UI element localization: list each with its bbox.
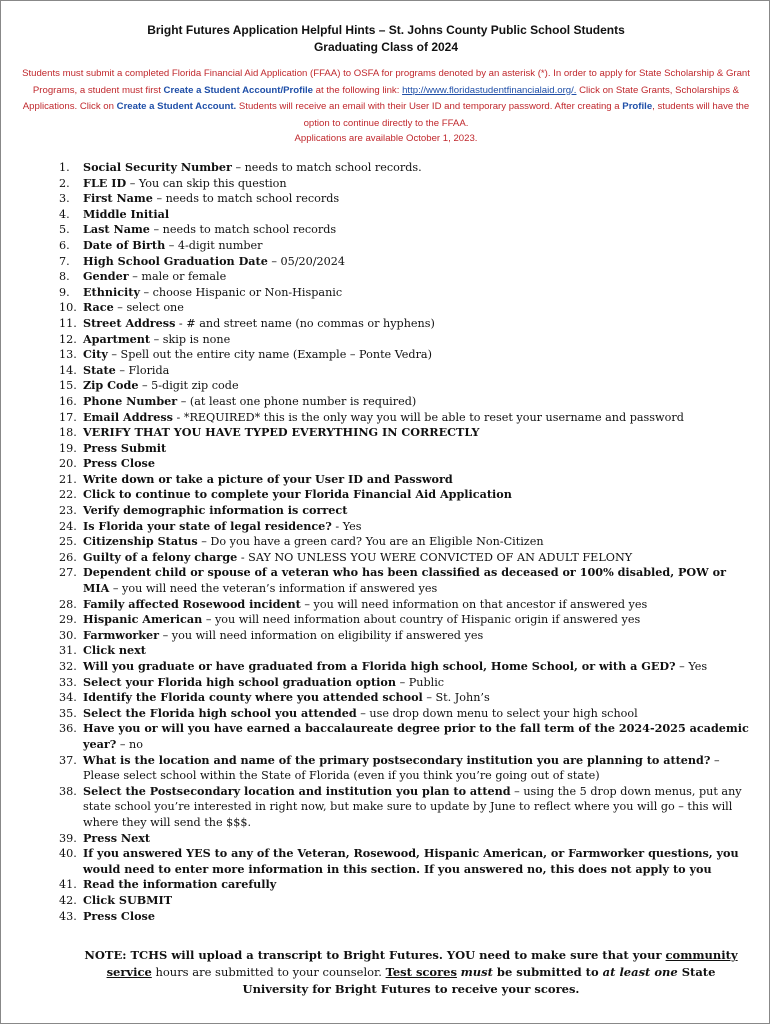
step-body	[83, 628, 749, 644]
list-item	[59, 893, 749, 909]
step-body	[83, 831, 749, 847]
step-label: Press Submit	[83, 440, 167, 455]
list-item	[59, 410, 749, 426]
step-number: 10.	[59, 301, 77, 315]
step-detail: – Please select school within the State of Florida (even if you think you’re going out of state)	[83, 753, 720, 783]
list-item	[59, 160, 749, 176]
list-item	[59, 503, 749, 519]
step-body	[83, 753, 749, 784]
step-body	[83, 191, 749, 207]
step-body	[83, 909, 749, 925]
step-number: 11.	[59, 316, 77, 330]
list-item	[59, 877, 749, 893]
list-item	[59, 753, 749, 784]
intro-paragraph	[19, 66, 753, 132]
step-body	[83, 378, 749, 394]
step-body	[83, 207, 749, 223]
step-label: Click SUBMIT	[83, 892, 173, 907]
step-body	[83, 784, 749, 831]
list-item	[59, 721, 749, 752]
note-text-g: be submitted to	[492, 965, 603, 979]
list-item	[59, 441, 749, 457]
step-number: 12.	[59, 332, 77, 346]
intro-text-2: at the following link:	[313, 84, 403, 96]
step-label: Press Close	[83, 456, 155, 471]
step-detail: – You can skip this question	[126, 176, 287, 190]
step-detail: – 4-digit number	[165, 238, 263, 252]
step-label: FLE ID	[83, 175, 127, 190]
step-label: Press Close	[83, 908, 155, 923]
step-number: 9.	[59, 285, 70, 299]
step-body	[83, 347, 749, 363]
step-detail: – Public	[396, 675, 445, 689]
step-label: Will you graduate or have graduated from a Florida high school, Home School, or with a GED?	[83, 659, 676, 673]
step-detail: – you will need information about country of Hispanic origin if answered yes	[202, 613, 641, 627]
step-label: Click next	[83, 643, 146, 658]
step-body	[83, 456, 749, 472]
list-item	[59, 222, 749, 238]
step-label: Zip Code	[83, 378, 139, 393]
page-title	[1, 22, 770, 56]
step-body	[83, 394, 749, 410]
list-item	[59, 706, 749, 722]
step-number: 5.	[59, 223, 70, 237]
title-line-2: Graduating Class of 2024	[313, 40, 459, 54]
step-body	[83, 332, 749, 348]
step-body	[83, 597, 749, 613]
list-item	[59, 207, 749, 223]
step-number: 13.	[59, 348, 77, 362]
step-number: 23.	[59, 504, 77, 518]
step-body	[83, 846, 749, 877]
list-item	[59, 394, 749, 410]
step-label: Is Florida your state of legal residence?	[83, 518, 332, 533]
step-number: 29.	[59, 613, 77, 627]
step-detail: – needs to match school records	[149, 223, 337, 237]
step-body	[83, 550, 749, 566]
step-number: 7.	[59, 254, 70, 268]
step-body	[83, 690, 749, 706]
step-body	[83, 565, 749, 596]
step-number: 35.	[59, 706, 77, 720]
step-label: Last Name	[83, 222, 150, 237]
step-label: Select your Florida high school graduation option	[83, 674, 397, 689]
step-body	[83, 254, 749, 270]
step-number: 28.	[59, 597, 77, 611]
step-detail: – you will need information on that ancestor if answered yes	[300, 597, 648, 611]
step-detail: – needs to match school records.	[231, 161, 422, 174]
list-item	[59, 238, 749, 254]
step-number: 14.	[59, 363, 77, 377]
step-number: 30.	[59, 628, 77, 642]
intro-text-1: Students must submit a completed Florida Financial Aid Application (FFAA) to OSFA for programs denoted by an asterisk (*). In order to apply for State Scholarship & Grant Programs, a student must first	[22, 68, 750, 96]
list-item	[59, 363, 749, 379]
step-number: 18.	[59, 426, 77, 440]
step-label: Read the information carefully	[83, 877, 277, 892]
intro-text-4: Students will receive an email with their User ID and temporary password. After creating a	[236, 101, 623, 112]
step-number: 21.	[59, 472, 77, 486]
step-body	[83, 893, 749, 909]
list-item	[59, 316, 749, 332]
step-detail: – 5-digit zip code	[138, 379, 239, 393]
list-item	[59, 784, 749, 831]
step-body	[83, 269, 749, 285]
step-label: Dependent child or spouse of a veteran who has been classified as deceased or 100% disabled, POW or MIA	[83, 565, 726, 596]
step-label: High School Graduation Date	[83, 253, 268, 268]
step-number: 6.	[59, 238, 70, 252]
step-detail: – Florida	[115, 363, 170, 377]
note-must: must	[460, 965, 493, 979]
list-item	[59, 597, 749, 613]
step-number: 36.	[59, 722, 77, 736]
step-detail: – using the 5 drop down menus, put any state school you’re interested in right now, but make sure to update by June to reflect where you will go – this will where they will send the $$$.	[83, 784, 742, 829]
step-label: Have you or will you have earned a baccalaureate degree prior to the fall term of the 2024-2025 academic year?	[83, 721, 749, 751]
list-item	[59, 456, 749, 472]
list-item	[59, 300, 749, 316]
intro-text-5: , students will have the option to continue directly to the FFAA.	[303, 101, 750, 129]
step-detail: - Yes	[331, 519, 362, 533]
step-number: 1.	[59, 161, 70, 174]
step-label: What is the location and name of the primary postsecondary institution you are planning to attend?	[83, 752, 711, 767]
step-detail: – (at least one phone number is required)	[177, 394, 417, 408]
step-label: Select the Florida high school you attended	[83, 705, 357, 720]
note-text-i: State University for Bright Futures to receive your scores.	[242, 965, 716, 996]
step-number: 20.	[59, 457, 77, 471]
step-number: 42.	[59, 893, 77, 907]
step-label: Middle Initial	[83, 206, 170, 221]
step-label: Apartment	[83, 331, 151, 346]
list-item	[59, 550, 749, 566]
step-detail: – skip is none	[150, 332, 231, 346]
step-label: Street Address	[83, 315, 176, 330]
step-body	[83, 472, 749, 488]
step-detail: – use drop down menu to select your high school	[356, 706, 638, 720]
step-body	[83, 222, 749, 238]
list-item	[59, 690, 749, 706]
step-body	[83, 612, 749, 628]
step-number: 27.	[59, 566, 77, 580]
step-number: 24.	[59, 519, 77, 533]
step-label: Email Address	[83, 409, 173, 424]
step-label: Ethnicity	[83, 284, 140, 299]
step-body	[83, 160, 749, 176]
step-number: 25.	[59, 535, 77, 549]
step-label: VERIFY THAT YOU HAVE TYPED EVERYTHING IN CORRECTLY	[83, 425, 480, 440]
step-number: 33.	[59, 675, 77, 689]
step-number: 38.	[59, 784, 77, 798]
step-number: 41.	[59, 878, 77, 892]
step-body	[83, 503, 749, 519]
step-number: 8.	[59, 270, 70, 284]
step-body	[83, 534, 749, 550]
step-label: Date of Birth	[83, 237, 166, 252]
step-label: Race	[83, 300, 114, 315]
step-label: Phone Number	[83, 393, 178, 408]
step-label: Citizenship Status	[83, 534, 198, 549]
intro-text-3: Click on State Grants, Scholarships & Applications. Click on	[22, 84, 740, 112]
step-body	[83, 519, 749, 535]
step-label: Hispanic American	[83, 612, 203, 627]
step-number: 3.	[59, 192, 70, 206]
step-detail: – Do you have a green card? You are an Eligible Non-Citizen	[197, 535, 544, 549]
step-detail: – male or female	[128, 270, 227, 284]
footer-note	[81, 947, 741, 998]
availability-note: Applications are available October 1, 2023.	[294, 133, 478, 144]
list-item	[59, 332, 749, 348]
list-item	[59, 254, 749, 270]
step-body	[83, 675, 749, 691]
note-at-least-one: at least one	[602, 965, 678, 979]
step-detail: – 05/20/2024	[267, 254, 345, 268]
step-body	[83, 441, 749, 457]
list-item	[59, 425, 749, 441]
step-number: 17.	[59, 410, 77, 424]
step-label: Gender	[83, 269, 129, 284]
list-item	[59, 534, 749, 550]
step-number: 39.	[59, 831, 77, 845]
step-body	[83, 238, 749, 254]
create-account-text: Create a Student Account/Profile	[163, 84, 313, 96]
step-body	[83, 410, 749, 426]
step-body	[83, 363, 749, 379]
list-item	[59, 643, 749, 659]
list-item	[59, 269, 749, 285]
list-item	[59, 909, 749, 925]
step-label: Press Next	[83, 830, 151, 845]
note-text-c: hours are submitted to your counselor.	[151, 965, 386, 979]
step-body	[83, 425, 749, 441]
profile-text: Profile	[622, 101, 653, 112]
step-number: 34.	[59, 691, 77, 705]
step-detail: - *REQUIRED* this is the only way you will be able to reset your username and password	[172, 410, 684, 424]
step-number: 2.	[59, 176, 70, 190]
list-item	[59, 846, 749, 877]
step-label: Identify the Florida county where you attended school	[83, 690, 423, 705]
step-number: 16.	[59, 394, 77, 408]
step-body	[83, 721, 749, 752]
osfa-link[interactable]: http://www.floridastudentfinancialaid.org/.	[402, 84, 577, 96]
list-item	[59, 612, 749, 628]
step-label: Select the Postsecondary location and institution you plan to attend	[83, 783, 511, 798]
step-body	[83, 487, 749, 503]
list-item	[59, 831, 749, 847]
step-detail: – needs to match school records	[152, 192, 340, 206]
step-body	[83, 316, 749, 332]
step-detail: – Spell out the entire city name (Example – Ponte Vedra)	[107, 348, 432, 362]
step-body	[83, 285, 749, 301]
create-student-account-text: Create a Student Account.	[116, 101, 237, 112]
step-detail: - SAY NO UNLESS YOU WERE CONVICTED OF AN ADULT FELONY	[237, 550, 633, 564]
step-label: Click to continue to complete your Florida Financial Aid Application	[83, 487, 512, 502]
step-body	[83, 706, 749, 722]
step-detail: – select one	[113, 301, 184, 315]
list-item	[59, 285, 749, 301]
list-item	[59, 191, 749, 207]
list-item	[59, 378, 749, 394]
step-number: 40.	[59, 847, 77, 861]
note-text-a: NOTE: TCHS will upload a transcript to Bright Futures. YOU need to make sure that your	[84, 948, 666, 962]
step-body	[83, 659, 749, 675]
step-detail: – St. John’s	[422, 691, 490, 705]
list-item	[59, 176, 749, 192]
step-label: If you answered YES to any of the Veteran, Rosewood, Hispanic American, or Farmworker questions, you would need to enter more information in this section. If you answered no, this does not apply to you	[83, 846, 739, 876]
step-detail: – choose Hispanic or Non-Hispanic	[139, 285, 343, 299]
list-item	[59, 675, 749, 691]
step-label: Write down or take a picture of your User ID and Password	[83, 471, 453, 486]
list-item	[59, 565, 749, 596]
step-body	[83, 176, 749, 192]
list-item	[59, 659, 749, 675]
step-number: 37.	[59, 753, 77, 767]
step-label: Family affected Rosewood incident	[83, 596, 301, 611]
step-body	[83, 877, 749, 893]
step-number: 4.	[59, 207, 70, 221]
step-label: Guilty of a felony charge	[83, 549, 238, 564]
steps-list	[59, 160, 749, 924]
step-number: 26.	[59, 550, 77, 564]
list-item	[59, 347, 749, 363]
step-number: 22.	[59, 488, 77, 502]
step-label: Farmworker	[83, 627, 160, 642]
step-detail: – no	[116, 737, 143, 751]
step-detail: – you will need information on eligibility if answered yes	[159, 628, 484, 642]
note-test-scores: Test scores	[385, 965, 457, 979]
step-number: 31.	[59, 644, 77, 658]
list-item	[59, 472, 749, 488]
step-number: 15.	[59, 379, 77, 393]
step-label: First Name	[83, 191, 153, 206]
title-line-1: Bright Futures Application Helpful Hints – St. Johns County Public School Students	[147, 23, 625, 37]
step-label: City	[83, 347, 108, 362]
step-label: State	[83, 362, 116, 377]
step-detail: - # and street name (no commas or hyphens)	[175, 316, 435, 330]
list-item	[59, 487, 749, 503]
list-item	[59, 519, 749, 535]
step-label: Social Security Number	[83, 160, 232, 174]
step-number: 19.	[59, 441, 77, 455]
step-detail: – you will need the veteran’s information if answered yes	[109, 582, 438, 596]
step-detail: – Yes	[675, 660, 708, 673]
list-item	[59, 628, 749, 644]
step-number: 32.	[59, 660, 77, 673]
note-community-service: community service	[106, 948, 738, 979]
step-body	[83, 300, 749, 316]
step-body	[83, 643, 749, 659]
step-label: Verify demographic information is correct	[83, 503, 348, 518]
step-number: 43.	[59, 909, 77, 923]
